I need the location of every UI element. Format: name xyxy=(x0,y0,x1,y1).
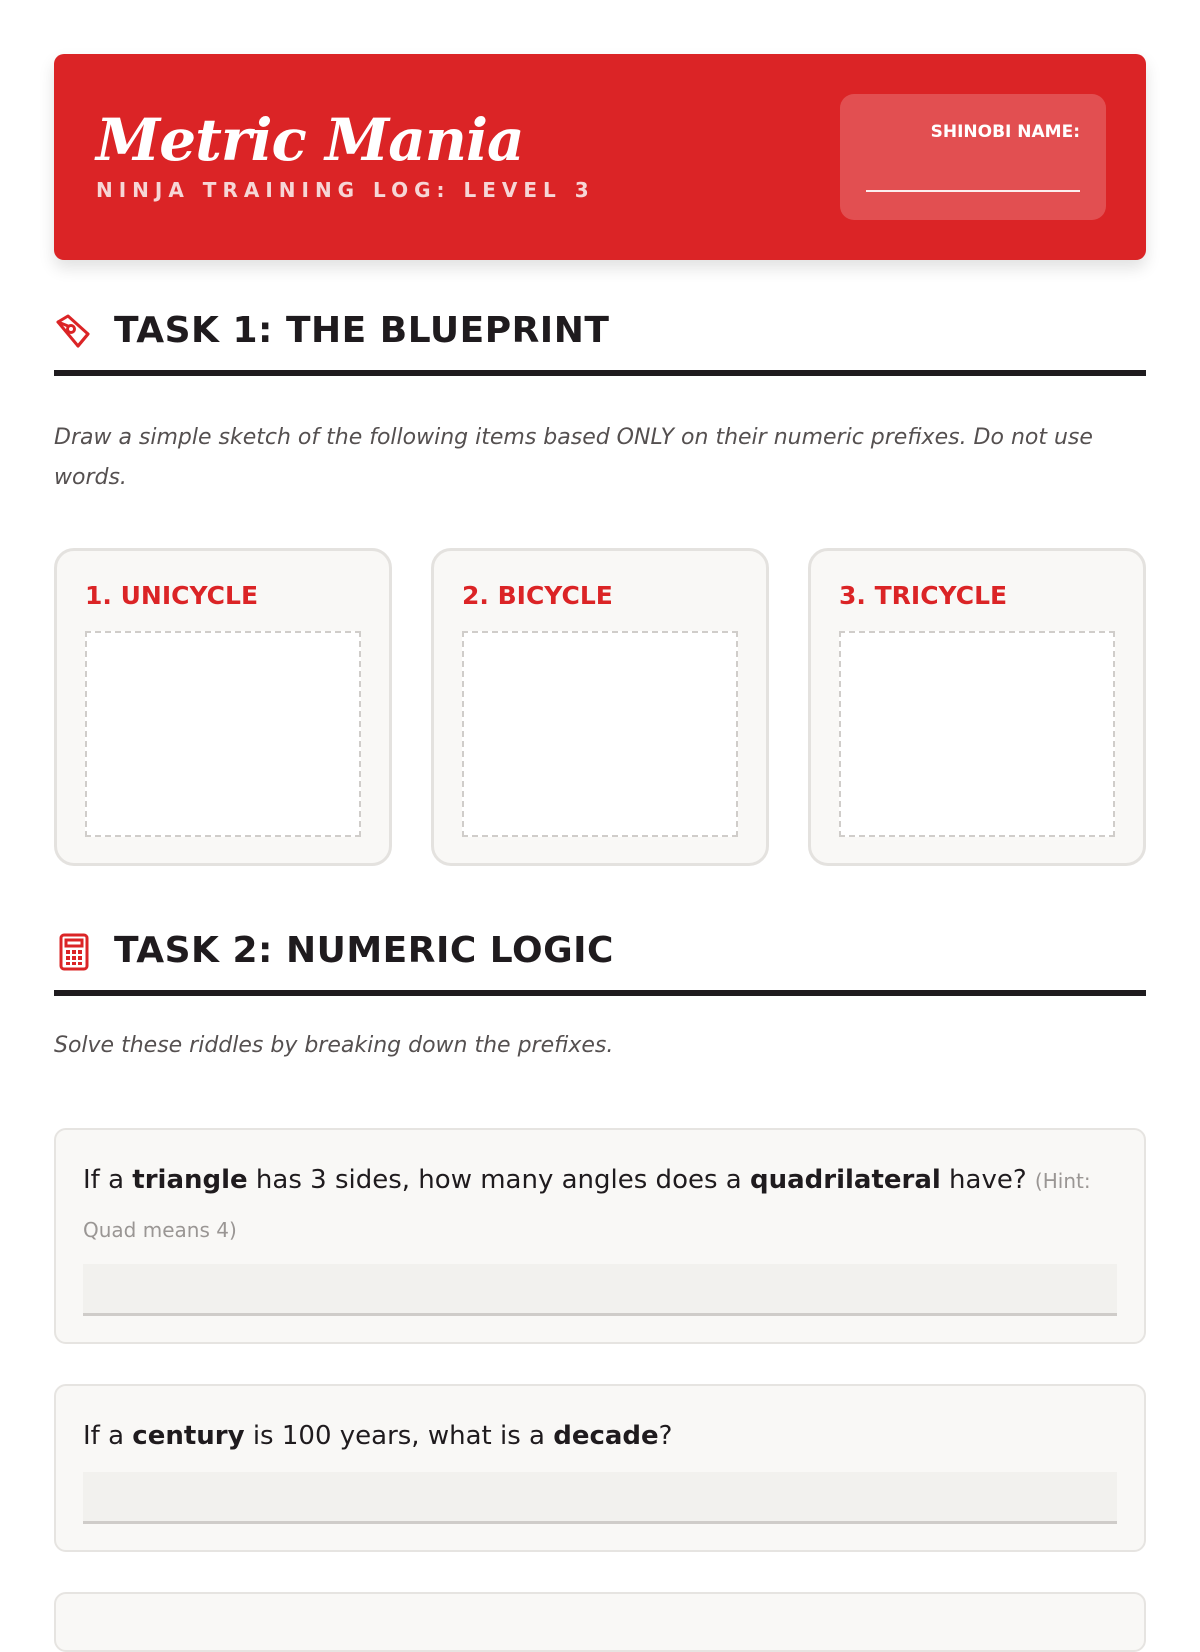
task2-title: TASK 2: NUMERIC LOGIC xyxy=(114,930,614,971)
sketch-card-unicycle xyxy=(54,548,392,866)
task1-title: TASK 1: THE BLUEPRINT xyxy=(114,310,610,351)
answer-field[interactable] xyxy=(83,1472,1117,1524)
name-label: SHINOBI NAME: xyxy=(930,122,1080,142)
sketch-area[interactable] xyxy=(839,631,1115,837)
calculator-icon xyxy=(54,932,94,972)
name-input-line[interactable] xyxy=(866,190,1080,192)
riddle-hint: (Hint: Quad means 4) xyxy=(83,1169,1091,1242)
card-label: 3. TRICYCLE xyxy=(839,581,1008,610)
name-box xyxy=(840,94,1106,220)
worksheet-subtitle: NINJA TRAINING LOG: LEVEL 3 xyxy=(96,178,595,202)
riddle-card xyxy=(54,1592,1146,1652)
sketch-cards xyxy=(54,548,1146,866)
riddle-question: If a triangle has 3 sides, how many angles does a quadrilateral have? (Hint: Quad means 4) xyxy=(83,1165,1091,1242)
task1-header xyxy=(54,306,1146,376)
sketch-card-tricycle xyxy=(808,548,1146,866)
task2-header xyxy=(54,926,1146,996)
riddle-card xyxy=(54,1384,1146,1552)
header-banner xyxy=(54,54,1146,260)
pen-tool-icon xyxy=(54,312,94,352)
sketch-card-bicycle xyxy=(431,548,769,866)
riddle-card xyxy=(54,1128,1146,1344)
answer-field[interactable] xyxy=(83,1264,1117,1316)
card-label: 1. UNICYCLE xyxy=(85,581,259,610)
task2-instructions: Solve these riddles by breaking down the prefixes. xyxy=(54,1033,614,1058)
riddle-question: If a century is 100 years, what is a decade? xyxy=(83,1421,673,1451)
card-label: 2. BICYCLE xyxy=(462,581,613,610)
task1-instructions: Draw a simple sketch of the following items based ONLY on their numeric prefixes. Do not use words. xyxy=(54,425,1093,490)
sketch-area[interactable] xyxy=(462,631,738,837)
sketch-area[interactable] xyxy=(85,631,361,837)
worksheet-title: Metric Mania xyxy=(96,106,524,174)
